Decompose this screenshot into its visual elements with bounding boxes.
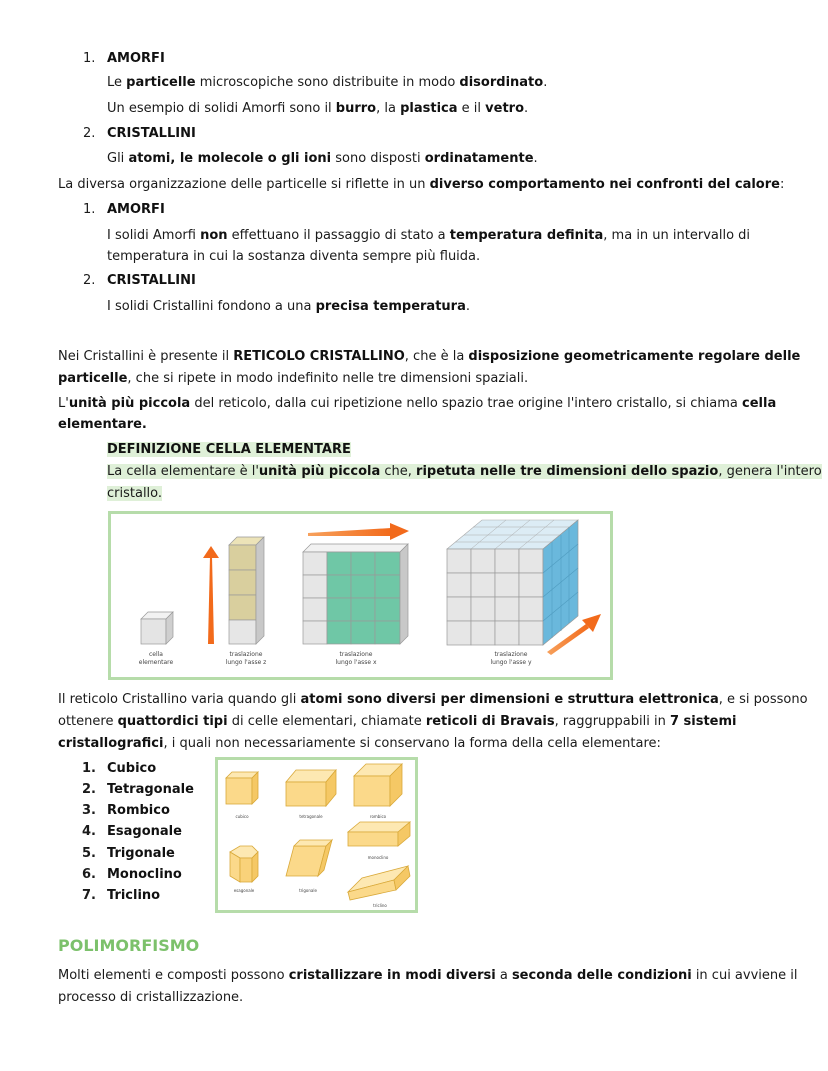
figure-label: rombico — [369, 814, 387, 819]
figure-label: monoclino — [367, 855, 389, 860]
text-line: processo di cristallizzazione. — [58, 990, 244, 1005]
cubic-cell — [226, 772, 258, 804]
text-line: ottenere quattordici tipi di celle elementari, chiamate reticoli di Bravais, raggruppabili in 7 sistemi — [58, 714, 737, 729]
text-line: I solidi Amorfi non effettuano il passaggio di stato a temperatura definita, ma in un intervallo di — [107, 228, 751, 243]
slab-x — [303, 544, 408, 644]
text-line: Le particelle microscopiche sono distribuite in modo disordinato. — [107, 75, 548, 90]
figure-label: esagonale — [233, 888, 255, 893]
crystal-systems-figure — [215, 757, 418, 913]
list-number: 2. — [83, 126, 96, 141]
text-line: L'unità più piccola del reticolo, dalla cui ripetizione nello spazio trae origine l'intero cristallo, si chiama cella — [58, 396, 777, 411]
tetragonal-cell — [286, 770, 336, 806]
figure-label: tetragonale — [299, 814, 323, 819]
text-line: elementare. — [58, 417, 147, 432]
block-y — [447, 520, 578, 645]
trigonal-cell — [286, 840, 332, 876]
list-item-title: CRISTALLINI — [107, 126, 196, 141]
unit-cell-cube — [141, 612, 173, 644]
list-item-title: AMORFI — [107, 202, 165, 217]
section-heading: POLIMORFISMO — [58, 936, 200, 955]
arrow-z — [203, 546, 219, 644]
list-number: 1. — [83, 202, 96, 217]
arrow-x — [308, 523, 409, 540]
figure-label: trigonale — [299, 888, 317, 893]
text-line: Un esempio di solidi Amorfi sono il burro, la plastica e il vetro. — [107, 101, 529, 116]
text-line: Il reticolo Cristallino varia quando gli atomi sono diversi per dimensioni e struttura elettronica, e si possono — [58, 692, 808, 707]
definition-text: La cella elementare è l'unità più piccola che, ripetuta nelle tre dimensioni dello spazio, genera l'intero — [107, 464, 822, 479]
hexagonal-cell — [230, 846, 258, 882]
figure-label: lungo l'asse y — [490, 659, 532, 666]
crystal-systems-illustration — [218, 760, 415, 910]
figure-label: cella — [148, 651, 164, 658]
monoclinic-cell — [348, 822, 410, 846]
figure-label: traslazione — [494, 651, 528, 658]
definition-text: cristallo. — [107, 486, 163, 501]
text-line: Molti elementi e composti possono cristallizzare in modi diversi a seconda delle condizioni in cui avviene il — [58, 968, 798, 983]
unit-cell-illustration — [111, 514, 610, 677]
figure-label: traslazione — [339, 651, 373, 658]
figure-label: traslazione — [229, 651, 263, 658]
list-number: 2. — [83, 273, 96, 288]
document-page: 1. AMORFI Le particelle microscopiche sono distribuite in modo disordinato. Un esempio di solidi Amorfi sono il burro, la plastica e il vetro. 2. CRISTALLINI Gli atomi, le molecole o gli ioni sono disposti ordinatamente. La diversa organizzazione delle particelle si riflette in un diverso comportamento nei confronti del calore: 1. AMORFI I solidi Amorfi non effettuano il passaggio di stato a temperatura definita, ma in un intervallo di temperatura in cui la sostanza diventa sempre più fluida. 2. CRISTALLINI I solidi Cristallini fondono a una precisa temperatura. Nei Cristallini è presente il RETICOLO CRISTALLINO, che è la disposizione geometricamente regolare delle particelle, che si ripete in modo indefinito nelle tre dimensioni spaziali. L'unità più piccola del reticolo, dalla cui ripetizione nello spazio trae origine l'intero cristallo, si chiama cella elementare. DEFINIZIONE CELLA ELEMENTARE La cella elementare è l'unità più piccola che, ripetuta nelle tre dimensioni dello spazio, genera l'intero cristallo. cella elementare traslazione lungo l'asse z traslazione lungo l'asse x traslazione lungo l'asse y Il reticolo Cristallino varia quando gli atomi sono diversi per dimensioni e struttura elettronica, e si possono ottenere quattordici tipi di celle elementari, chiamate reticoli di Bravais, raggruppabili in 7 sistemi cristallografici, i quali non necessariamente si conservano la forma della cella elementare: 1. Cubico 2. Tetragonale 3. Rombico 4. Esagonale 5. Trigonale 6. Monoclino 7. Triclino cubico tetragonale rombico monoclino esagonale trigonale triclino POLIMORFISMO Molti elementi e composti possono cristallizzare in modi diversi a seconda delle condizioni in cui avviene il processo di cristallizzazione. — [58, 51, 822, 1005]
list-number: 1. — [83, 51, 96, 66]
figure-label: lungo l'asse z — [225, 659, 267, 666]
unit-cell-figure — [108, 511, 613, 680]
figure-label: elementare — [138, 659, 174, 666]
text-line: temperatura in cui la sostanza diventa sempre più fluida. — [107, 249, 481, 264]
triclinic-cell — [348, 866, 410, 900]
orthorhombic-cell — [354, 764, 402, 806]
figure-label: triclino — [373, 903, 387, 908]
figure-label: lungo l'asse x — [335, 659, 377, 666]
figure-label: cubico — [235, 814, 249, 819]
list-item-title: AMORFI — [107, 51, 165, 66]
text-line: Nei Cristallini è presente il RETICOLO CRISTALLINO, che è la disposizione geometricamente regolare delle — [58, 349, 801, 364]
text-line: particelle, che si ripete in modo indefinito nelle tre dimensioni spaziali. — [58, 371, 529, 386]
text-line: Gli atomi, le molecole o gli ioni sono disposti ordinatamente. — [107, 151, 538, 166]
text-line: La diversa organizzazione delle particelle si riflette in un diverso comportamento nei confronti del calore: — [58, 177, 785, 192]
list-item-title: CRISTALLINI — [107, 273, 196, 288]
text-line: cristallografici, i quali non necessariamente si conservano la forma della cella elementare: — [58, 736, 661, 751]
text-line: I solidi Cristallini fondono a una precisa temperatura. — [107, 299, 470, 314]
definition-title: DEFINIZIONE CELLA ELEMENTARE — [107, 442, 351, 457]
column-z — [229, 537, 264, 644]
